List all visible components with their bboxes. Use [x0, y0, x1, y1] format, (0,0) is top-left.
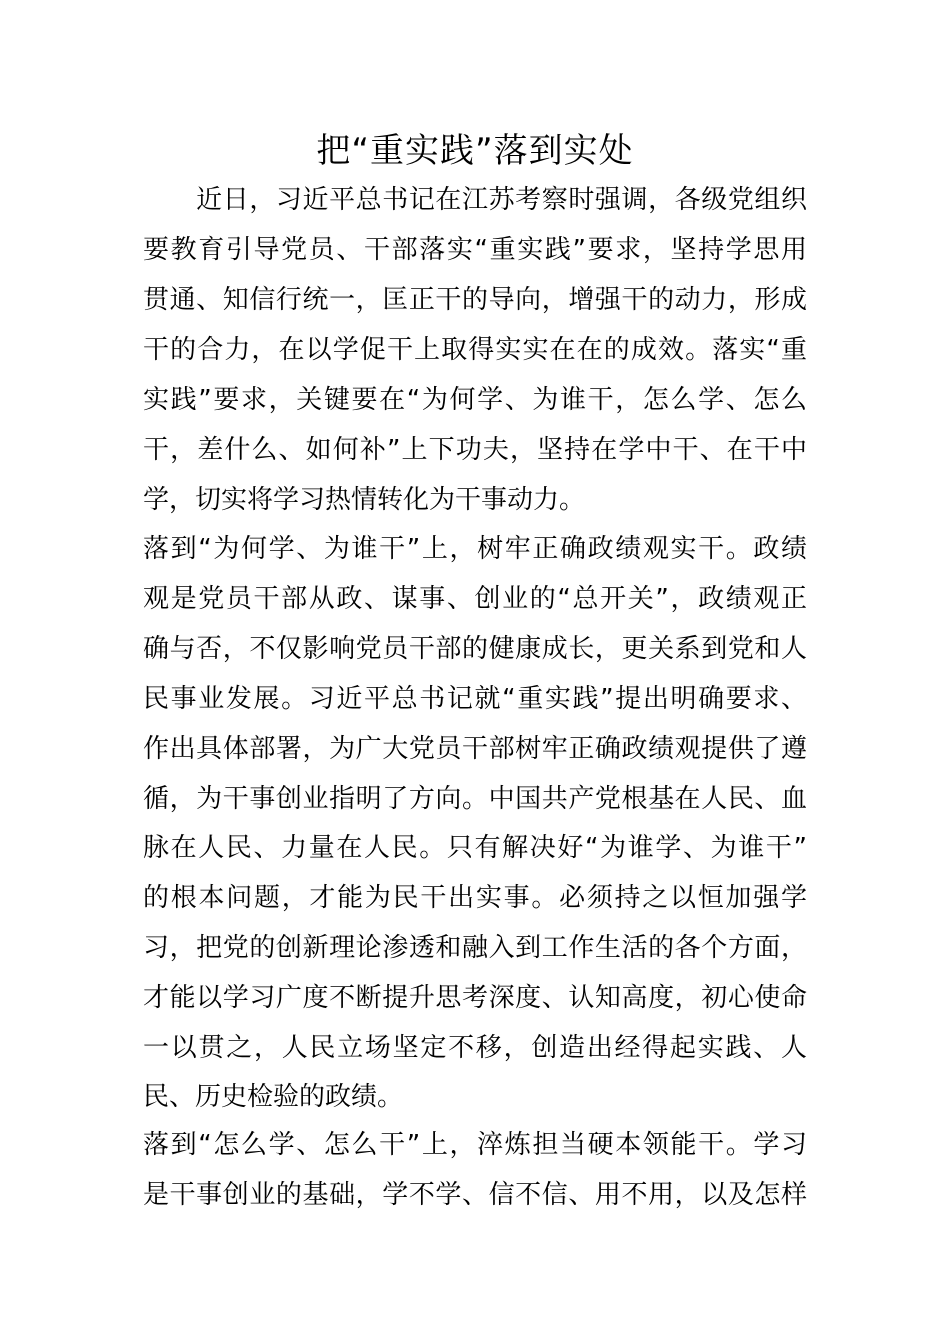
paragraph-line: 学，切实将学习热情转化为干事动力。: [143, 485, 586, 515]
paragraph-line: 观是党员干部从政、谋事、创业的“总开关”，政绩观正: [143, 584, 807, 614]
paragraph-line: 贯通、知信行统一，匡正干的导向，增强干的动力，形成: [143, 285, 807, 315]
paragraph-line: 确与否，不仅影响党员干部的健康成长，更关系到党和人: [143, 634, 807, 664]
paragraph-line: 民事业发展。习近平总书记就“重实践”提出明确要求、: [143, 684, 807, 714]
paragraph-line: 才能以学习广度不断提升思考深度、认知高度，初心使命: [143, 983, 807, 1013]
paragraph-line: 实践”要求，关键要在“为何学、为谁干，怎么学、怎么: [143, 385, 807, 415]
paragraph-line: 落到“怎么学、怎么干”上，淬炼担当硬本领能干。学习: [143, 1130, 807, 1160]
paragraph-line: 干，差什么、如何补”上下功夫，坚持在学中干、在干中: [143, 435, 807, 465]
paragraph-line: 循，为干事创业指明了方向。中国共产党根基在人民、血: [143, 784, 807, 814]
paragraph-line: 是干事创业的基础，学不学、信不信、用不用，以及怎样: [143, 1180, 807, 1210]
paragraph-line: 要教育引导党员、干部落实“重实践”要求，坚持学思用: [143, 235, 807, 265]
paragraph-line: 习，把党的创新理论渗透和融入到工作生活的各个方面，: [143, 933, 807, 963]
paragraph-line: 落到“为何学、为谁干”上，树牢正确政绩观实干。政绩: [143, 534, 807, 564]
paragraph-line: 干的合力，在以学促干上取得实实在在的成效。落实“重: [143, 335, 807, 365]
paragraph-line: 民、历史检验的政绩。: [143, 1082, 404, 1112]
paragraph-line: 作出具体部署，为广大党员干部树牢正确政绩观提供了遵: [143, 734, 807, 764]
document-title: 把“重实践”落到实处: [316, 131, 634, 171]
paragraph-line: 脉在人民、力量在人民。只有解决好“为谁学、为谁干”: [143, 833, 807, 863]
paragraph-line: 近日，习近平总书记在江苏考察时强调，各级党组织: [143, 185, 807, 215]
paragraph-line: 的根本问题，才能为民干出实事。必须持之以恒加强学: [143, 883, 807, 913]
paragraph-line: 一以贯之，人民立场坚定不移，创造出经得起实践、人: [143, 1033, 807, 1063]
